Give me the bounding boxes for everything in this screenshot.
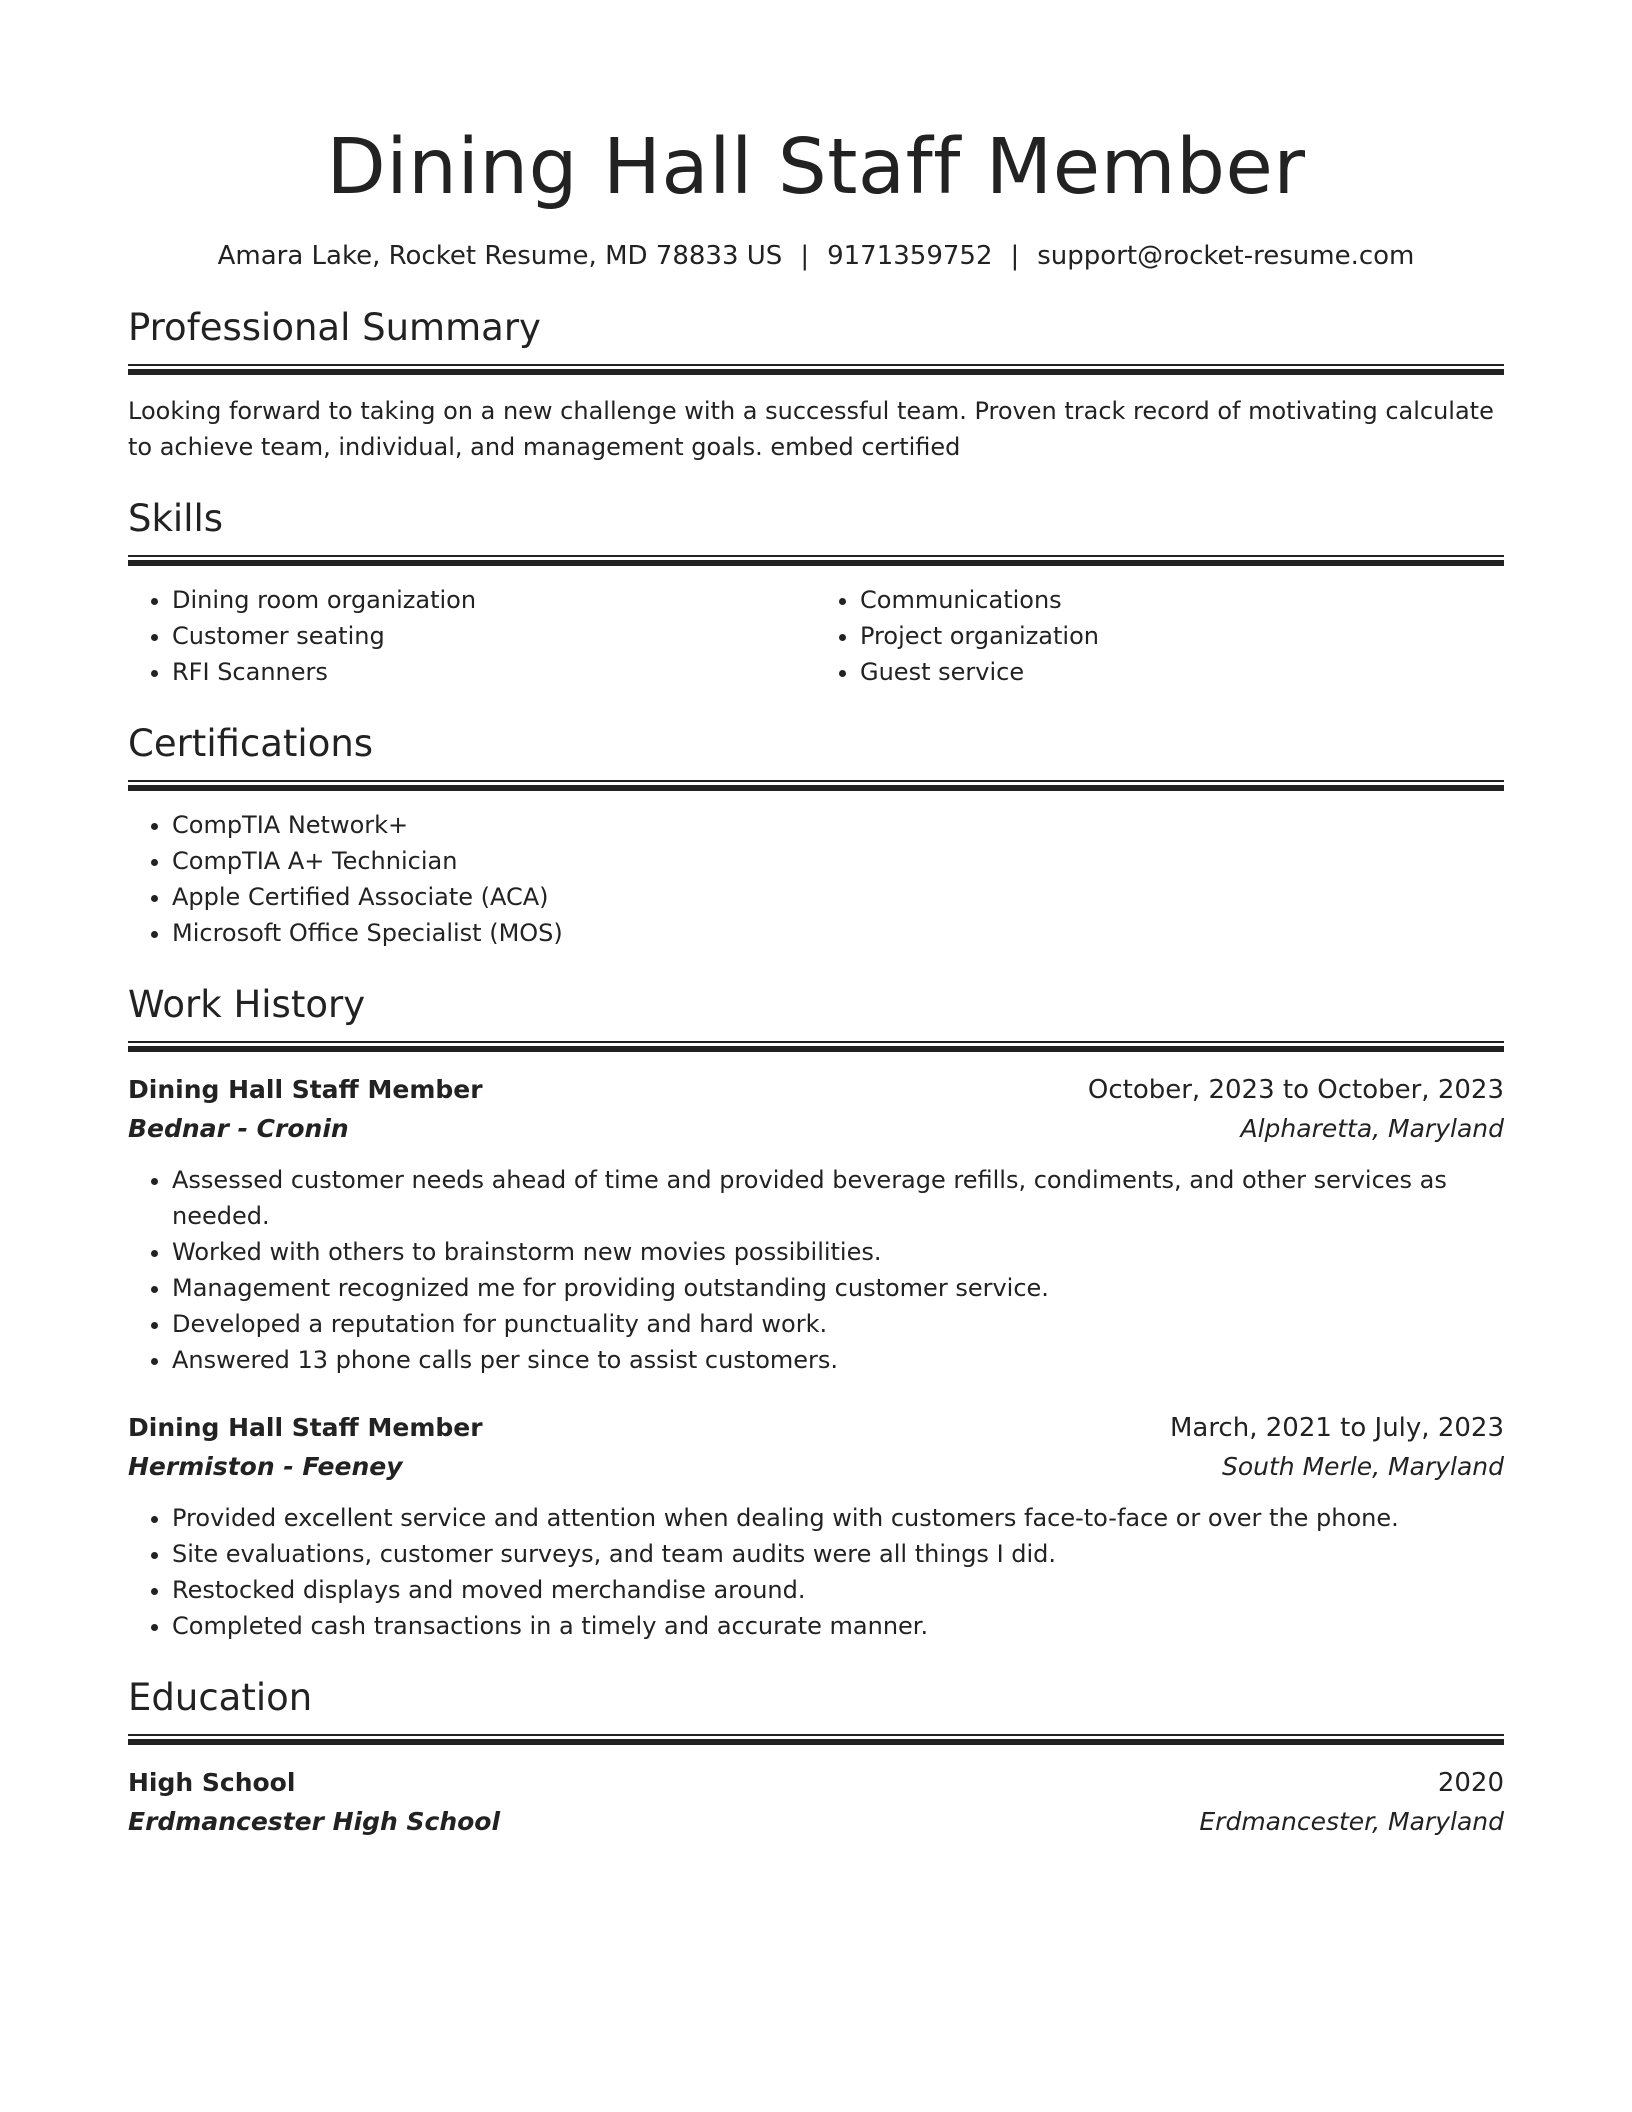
job-company-row [128,1110,1504,1148]
job-header-row [128,1070,1504,1110]
job-dates: March, 2021 to July, 2023 [1169,1413,1504,1443]
contact-separator: | [1010,241,1020,271]
contact-separator: | [800,241,810,271]
job-location: South Merle, Maryland [1222,1452,1504,1481]
section-title: Certifications [128,722,374,765]
section-title: Education [128,1676,313,1719]
certification-list [128,807,1504,951]
skills-column-right [816,582,1504,690]
section-divider [128,555,1504,566]
contact-email: support@rocket-resume.com [1037,241,1415,271]
job-duty: • Site evaluations, customer surveys, and team audits were all things I did. [172,1536,1504,1572]
certification-item: • CompTIA A+ Technician [172,843,1504,879]
job-entry [128,1070,1504,1378]
section-work-history [128,981,1504,1644]
section-education [128,1674,1504,1841]
job-duty: • Worked with others to brainstorm new movies possibilities. [172,1234,1504,1270]
job-company: Bednar - Cronin [128,1114,349,1143]
job-title: Dining Hall Staff Member [128,1075,483,1104]
job-company-row [128,1448,1504,1486]
skill-item: • Project organization [860,618,1504,654]
job-duty: • Restocked displays and moved merchandise around. [172,1572,1504,1608]
job-duties [128,1500,1504,1644]
contact-line [128,238,1504,274]
education-location: Erdmancester, Maryland [1199,1807,1504,1836]
skill-item: • Communications [860,582,1504,618]
education-entry [128,1763,1504,1841]
summary-text: Looking forward to taking on a new challenge with a successful team. Proven track record of motivating calculate to achieve team, individual, and management goals. embed certified [128,397,1494,461]
job-duty: • Developed a reputation for punctuality and hard work. [172,1306,1504,1342]
section-skills [128,495,1504,690]
job-duty: • Management recognized me for providing outstanding customer service. [172,1270,1504,1306]
contact-address: Amara Lake, Rocket Resume, MD 78833 US [217,241,783,271]
certification-item: • Microsoft Office Specialist (MOS) [172,915,1504,951]
job-duty: • Completed cash transactions in a timely and accurate manner. [172,1608,1504,1644]
job-title: Dining Hall Staff Member [128,1413,483,1442]
skill-item: • Guest service [860,654,1504,690]
candidate-name: Dining Hall Staff Member [326,123,1306,212]
job-entry [128,1408,1504,1644]
education-degree: High School [128,1768,296,1797]
section-divider [128,780,1504,791]
section-title: Skills [128,497,224,540]
skill-item: • Dining room organization [172,582,816,618]
section-professional-summary [128,304,1504,465]
education-school: Erdmancester High School [128,1807,501,1836]
job-duty: • Assessed customer needs ahead of time and provided beverage refills, condiments, and other services as needed. [172,1162,1504,1234]
section-title: Work History [128,983,366,1026]
section-divider [128,364,1504,375]
contact-phone: 9171359752 [827,241,993,271]
skills-grid [128,582,1504,690]
education-year: 2020 [1437,1768,1504,1798]
skills-column-left [128,582,816,690]
certification-item: • CompTIA Network+ [172,807,1504,843]
education-school-row [128,1803,1504,1841]
section-divider [128,1734,1504,1745]
job-location: Alpharetta, Maryland [1240,1114,1504,1143]
section-certifications [128,720,1504,951]
job-dates: October, 2023 to October, 2023 [1087,1075,1504,1105]
job-company: Hermiston - Feeney [128,1452,403,1481]
job-duty: • Answered 13 phone calls per since to assist customers. [172,1342,1504,1378]
section-title: Professional Summary [128,306,541,349]
job-duty: • Provided excellent service and attention when dealing with customers face-to-face or over the phone. [172,1500,1504,1536]
education-header-row [128,1763,1504,1803]
skill-item: • RFI Scanners [172,654,816,690]
job-duties [128,1162,1504,1378]
section-divider [128,1041,1504,1052]
job-header-row [128,1408,1504,1448]
skill-item: • Customer seating [172,618,816,654]
certification-item: • Apple Certified Associate (ACA) [172,879,1504,915]
